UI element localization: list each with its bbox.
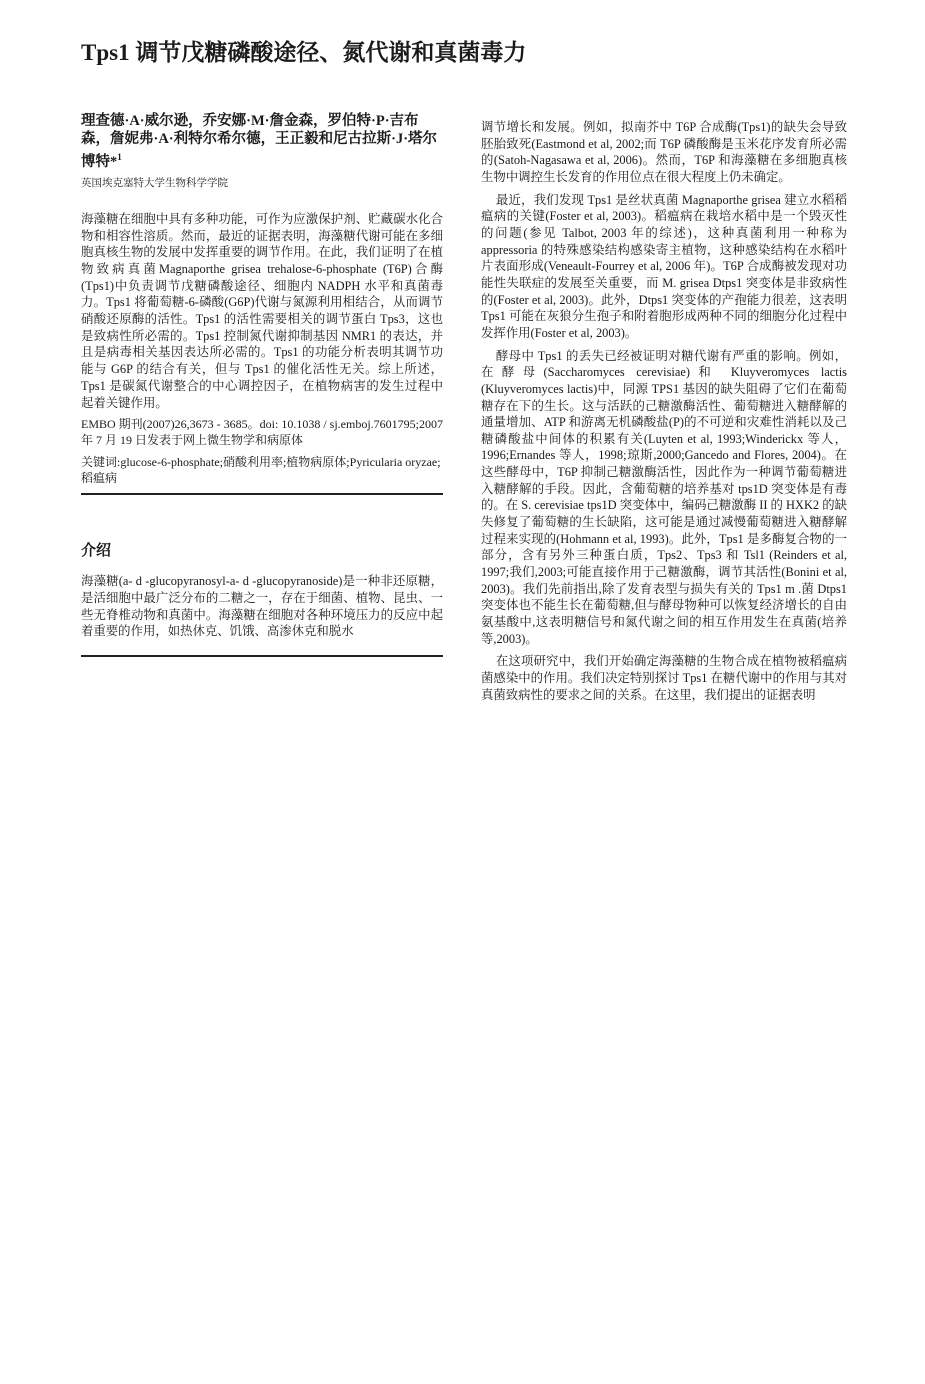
- author-affiliation-mark: 1: [117, 152, 122, 162]
- intro-paragraph: 海藻糖(a- d -glucopyranosyl-a- d -glucopyranoside)是一种非还原糖，是活细胞中最广泛分布的二糖之一，存在于细菌、植物、昆虫、一些无脊椎动物和真菌中。海藻糖在细胞对各种环境压力的反应中起着重要的作用，如热休克、饥饿、高渗休克和脱水: [81, 574, 443, 639]
- abstract-divider: [81, 493, 443, 495]
- body-paragraph: 在这项研究中，我们开始确定海藻糖的生物合成在植物被稻瘟病菌感染中的作用。我们决定特别探讨 Tps1 在糖代谢中的作用与其对真菌致病性的要求之间的关系。在这里，我们提出的证据表明: [481, 654, 847, 702]
- citation: EMBO 期刊(2007)26,3673 - 3685。doi: 10.1038 / sj.emboj.7601795;2007 年 7 月 19 日发表于网上微生物学和病原体: [81, 417, 443, 448]
- introduction: [81, 573, 443, 640]
- keywords: 关键词:glucose-6-phosphate;硝酸利用率;植物病原体;Pyricularia oryzae;稻瘟病: [81, 455, 441, 486]
- body-paragraph: 调节增长和发展。例如，拟南芥中 T6P 合成酶(Tps1)的缺失会导致胚胎致死(Eastmond et al, 2002;而 T6P 磷酸酶是玉米花序发育所必需的(Satoh-Nagasawa et al, 2006)。然而，T6P 和海藻糖在多细胞真核生物中调控生长发育的作用位点在很大程度上仍未确定。: [481, 120, 847, 184]
- introduction-divider: [81, 655, 443, 657]
- affiliation: 英国埃克塞特大学生物科学学院: [81, 177, 228, 189]
- author-names: 理查德·A·威尔逊，乔安娜·M·詹金森，罗伯特·P·吉布森，詹妮弗·A·利特尔希尔德，王正毅和尼古拉斯·J·塔尔博特*: [81, 113, 438, 170]
- abstract: [81, 211, 443, 411]
- article-meta: [81, 416, 443, 486]
- body-paragraph: 最近，我们发现 Tps1 是丝状真菌 Magnaporthe grisea 建立水稻稻瘟病的关键(Foster et al, 2003)。稻瘟病在栽培水稻中是一个毁灭性的问题(参见 Talbot, 2003 年的综述)，这种真菌利用一种称为 appressoria 的特殊感染结构感染寄主植物，这种感染结构在水稻叶片表面形成(Veneault-Fourrey et al, 2006 年)。T6P 合成酶被发现对功能性失联症的发展至关重要，而 M. grisea Dtps1 突变体是非致病性的(Foster et al, 2003)。此外，Dtps1 突变体的产孢能力很差，这表明 Tps1 可能在灰狼分生孢子和附着胞形成两种不同的细胞分化过程中发挥作用(Foster et al, 2003)。: [481, 192, 847, 340]
- paper-title: Tps1 调节戊糖磷酸途径、氮代谢和真菌毒力: [81, 40, 527, 65]
- section-heading-introduction: 介绍: [81, 541, 112, 560]
- right-column: [481, 119, 847, 709]
- left-column: [81, 112, 443, 657]
- abstract-text: 海藻糖在细胞中具有多种功能，可作为应激保护剂、贮藏碳水化合物和相容性溶质。然而，最近的证据表明，海藻糖代谢可能在多细胞真核生物的发展中发挥重要的调节作用。在此，我们证明了在植物致病真菌Magnaporthe grisea trehalose-6-phosphate (T6P)合酶(Tps1)中负责调节戊糖磷酸途径、细胞内 NADPH 水平和真菌毒力。Tps1 将葡萄糖-6-磷酸(G6P)代谢与氮源利用相结合，从而调节硝酸还原酶的活性。Tps1 的活性需要相关的调节蛋白 Tps3，这也是致病性所必需的。Tps1 控制氮代谢抑制基因 NMR1 的表达，并且是病毒相关基因表达所必需的。Tps1 的功能分析表明其调节功能与 G6P 的结合有关，但与 Tps1 的催化活性无关。综上所述，Tps1 是碳氮代谢整合的中心调控因子，在植物病害的发生过程中起着关键作用。: [81, 211, 443, 410]
- body-paragraph: 酵母中 Tps1 的丢失已经被证明对糖代谢有严重的影响。例如，在酵母(Saccharomyces cerevisiae)和 Kluyveromyces lactis (Kluyveromyces lactis)中，同源 TPS1 基因的缺失阻碍了它们在葡萄糖存在下的生长。这与活跃的己糖激酶活性、葡萄糖进入糖酵解的通量增加、ATP 和游离无机磷酸盐(P)的不可逆和灾难性消耗以及己糖磷酸盐中间体的积累有关(Luyten et al, 1993;Winderickx 等人，1996;Ernandes 等人，1998;琼斯,2000;Gancedo and Flores, 2004)。在这些酵母中，T6P 抑制己糖激酶活性，因此作为一种调节葡萄糖进入糖酵解的手段。因此，含葡萄糖的培养基对 tps1D 突变体是有毒的。在 S. cerevisiae tps1D 突变体中，编码己糖激酶 II 的 HXK2 的缺失修复了葡萄糖的生长缺陷，这可能是通过减慢葡萄糖进入糖酵解过程来实现的(Hohmann et al, 1993)。此外，Tps1 是多酶复合物的一部分，含有另外三种蛋白质，Tps2、Tps3 和 Tsl1 (Reinders et al, 1997;我们,2003;可能直接作用于己糖激酶，调节其活性(Bonini et al, 2003)。我们先前指出,除了发育表型与损失有关的 Tps1 m .菌 Dtps1 突变体也不能生长在葡萄糖,但与酵母物种可以恢复经济增长的自由氨基酸中,这表明糖信号和氮代谢之间的相互作用发生在真菌(培养等,2003)。: [481, 348, 847, 646]
- author-list: [81, 112, 443, 171]
